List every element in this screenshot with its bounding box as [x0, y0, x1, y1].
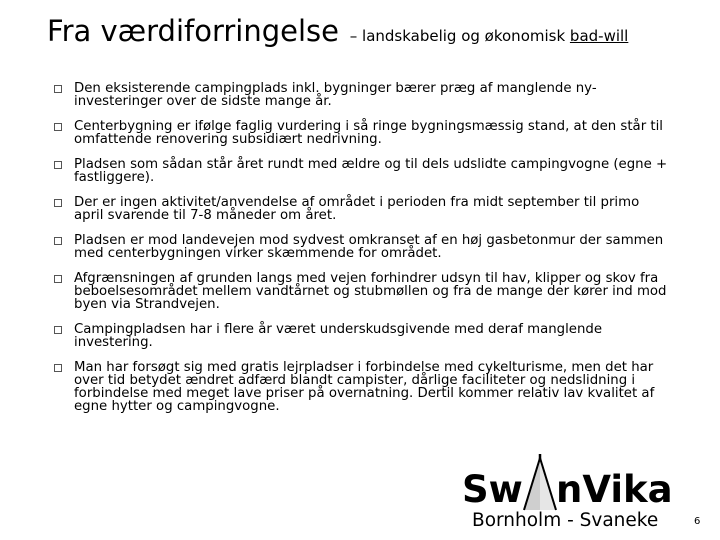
bullet-text: Campingpladsen har i flere år været underskudsgivende med deraf manglende investering. — [74, 322, 603, 350]
title-main: Fra værdiforringelse — [47, 14, 339, 48]
bullet-text: Afgrænsningen af grunden langs med vejen forhindrer udsyn til hav, klipper og skov fra beboelsesområdet mellem vandtårnet og stubmøllen og fra de mange der kører ind mod byen via Strandvejen. — [74, 271, 667, 312]
list-item — [52, 272, 672, 311]
bullet-text: Pladsen som sådan står året rundt med ældre og til dels udslidte campingvogne (egne + fastliggere). — [74, 157, 668, 185]
bullet-text: Pladsen er mod landevejen mod sydvest omkranset af en høj gasbetonmur der sammen med centerbygningen virker skæmmende for området. — [74, 233, 664, 261]
swanvika-logo — [462, 452, 682, 512]
bullet-box-icon — [54, 326, 62, 334]
bullet-text: Der er ingen aktivitet/anvendelse af området i perioden fra midt september til primo april svarende til 7-8 måneder om året. — [74, 195, 640, 223]
list-item — [52, 82, 672, 108]
bullet-box-icon — [54, 237, 62, 245]
bullet-box-icon — [54, 275, 62, 283]
slide-title — [47, 14, 628, 48]
bullet-box-icon — [54, 85, 62, 93]
list-item — [52, 120, 672, 146]
list-item — [52, 196, 672, 222]
bullet-list — [52, 82, 672, 425]
bullet-text: Man har forsøgt sig med gratis lejrpladser i forbindelse med cykelturisme, men det har over tid betydet ændret adfærd blandt campister, dårlige faciliteter og nedslidning i forbindelse med meget lave priser på overnatning. Dertil kommer relativ lav kvalitet af egne hytter og campingvogne. — [74, 360, 655, 414]
subtitle-underlined: bad-will — [569, 27, 629, 45]
list-item — [52, 234, 672, 260]
swan-a-mark-icon — [520, 452, 560, 512]
logo-text-nvika: nVika — [556, 468, 673, 511]
bullet-box-icon — [54, 161, 62, 169]
title-subtitle — [345, 27, 628, 45]
list-item — [52, 323, 672, 349]
bullet-box-icon — [54, 123, 62, 131]
bullet-box-icon — [54, 364, 62, 372]
logo-text-sw: Sw — [462, 468, 523, 511]
list-item — [52, 158, 672, 184]
subtitle-text: – landskabelig og økonomisk — [344, 27, 570, 45]
logo-caption: Bornholm - Svaneke — [472, 510, 659, 531]
list-item — [52, 361, 672, 413]
bullet-text: Den eksisterende campingplads inkl. bygninger bærer præg af manglende ny-investeringer over de sidste mange år. — [74, 81, 597, 109]
bullet-box-icon — [54, 199, 62, 207]
page-number: 6 — [694, 516, 701, 527]
bullet-text: Centerbygning er ifølge faglig vurdering i så ringe bygningsmæssig stand, at den står til omfattende renovering subsidiært nedrivning. — [74, 119, 663, 147]
